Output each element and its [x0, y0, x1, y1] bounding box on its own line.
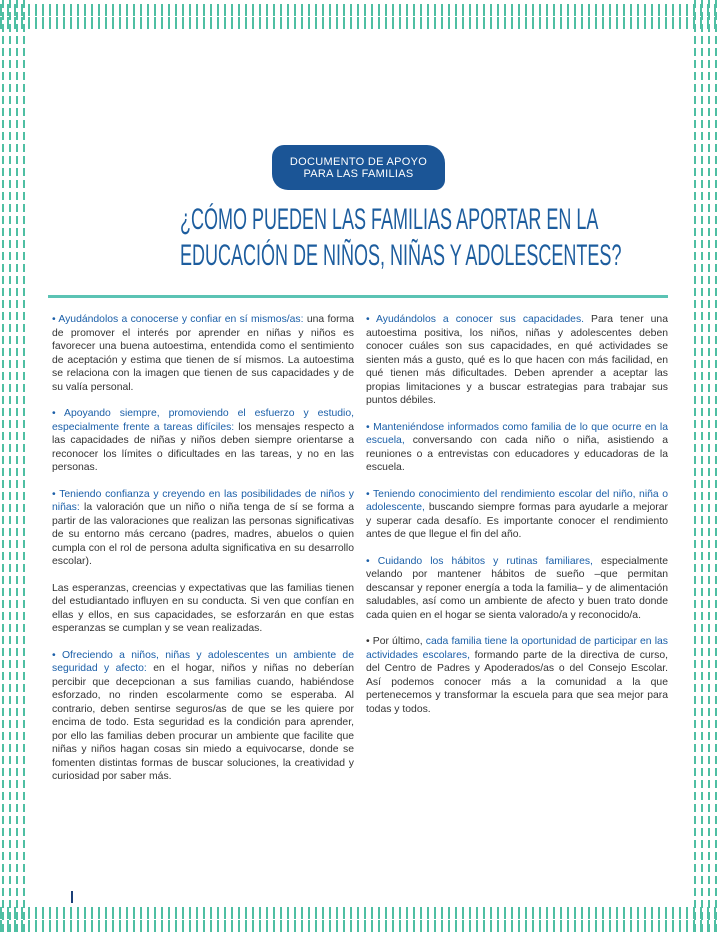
decorative-border-top: [0, 4, 720, 16]
page-marker: [71, 891, 73, 903]
paragraph: [366, 488, 668, 542]
divider: [48, 295, 668, 298]
decorative-border-bottom: [0, 907, 720, 919]
paragraph: [366, 313, 668, 408]
decorative-border-left: [2, 0, 28, 932]
paragraph-text: Para tener una autoestima positiva, los niños, niñas y adolescentes deben conocer cuáles son sus capacidades, en qué actividades se sienten más a gusto, qué es lo que hacen con más facilidad, en qué tienen más dificultades. Deben aprender a aceptar las propias limitaciones y a buscar estrategias para trabajar sus puntos débiles.: [366, 314, 668, 406]
paragraph-lead: • Ayudándolos a conocerse y confiar en sí mismos/as:: [52, 314, 304, 325]
paragraph-lead: • Ayudándolos a conocer sus capacidades.: [366, 314, 585, 325]
paragraph-lead: • Ofreciendo a niños, niñas y adolescentes un ambiente de seguridad y afecto:: [52, 649, 354, 674]
paragraph-text: la valoración que un niño o niña tenga de sí se forma a partir de las valoraciones que realizan las personas significativas de su entorno más cercano (padres, madres, abuelos o quien cumpla con el rol de persona adulta significativa en su desarrollo escolar).: [52, 502, 354, 567]
paragraph: [366, 555, 668, 623]
body-text: [52, 313, 668, 813]
paragraph: [52, 582, 354, 636]
decorative-border-bottom: [0, 920, 720, 932]
paragraph-text: en el hogar, niños y niñas no deberían percibir que decepcionan a sus familias cuando, habiéndose esforzado, no rinden escolarmente como se esperaba. Al contrario, deben sentirse seguros/as de que se les quiere por encima de todo. Esta seguridad es la condición para aprender, por ello las familias deben procurar un ambiente que facilite que niñas y niños hagan cosas sin miedo a equivocarse, donde se fomenten distintas formas de buscar soluciones, la creatividad y curiosidad por saber más.: [52, 663, 354, 782]
decorative-border-top: [0, 17, 720, 29]
paragraph-lead: • Apoyando siempre, promoviendo el esfuerzo y estudio, especialmente frente a tareas difíciles:: [52, 408, 354, 433]
paragraph: [52, 649, 354, 784]
paragraph-prefix: • Por último,: [366, 636, 426, 647]
title-line-2: EDUCACIÓN DE NIÑOS, NIÑAS Y ADOLESCENTES?: [180, 239, 622, 272]
paragraph-lead: cada familia tiene la oportunidad de participar en las actividades escolares,: [366, 636, 668, 661]
badge-line-2: PARA LAS FAMILIAS: [303, 167, 414, 180]
badge-line-1: DOCUMENTO DE APOYO: [289, 155, 428, 168]
paragraph-lead: • Cuidando los hábitos y rutinas familiares,: [366, 555, 593, 567]
paragraph-lead: • Manteniéndose informados como familia de lo que ocurre en la escuela,: [366, 421, 668, 446]
paragraph-text: buscando siempre formas para ayudarle a mejorar y superar cada desafío. Es importante conocer el rendimiento antes de que llegue el fin del año.: [366, 502, 668, 540]
paragraph-lead: • Teniendo conocimiento del rendimiento escolar del niño, niña o adolescente,: [366, 488, 668, 513]
paragraph-text: una forma de promover el interés por aprender en niñas y niños es favorecer una buena autoestima, entendida como el sentimiento de aceptación y estima que tienen de sí mismos. La autoestima se relaciona con la imagen que tienen de sus capacidades y de su valía personal.: [52, 314, 354, 393]
paragraph-text: especialmente velando por mantener hábitos de sueño –que permitan descansar y reponer energía a toda la familia– y de alimentación saludables, así como un ambiente de afecto y buen trato donde cada quien en el hogar se sienta valorado/a y reconocido/a.: [366, 555, 669, 621]
paragraph-text: los mensajes respecto a las capacidades de niñas y niños deben siempre orientarse a reconocer los límites o dificultades en las tareas, y no en las personas.: [52, 421, 354, 473]
paragraph-text: Las esperanzas, creencias y expectativas que las familias tienen del estudiantado influyen en su conducta. Si ven que confían en ellas y ellos, en sus capacidades, se esforzarán en que estas esperanzas se cumplan y se vean realizadas.: [52, 582, 354, 634]
paragraph: [52, 313, 354, 394]
paragraph-text: conversando con cada niño o niña, asistiendo a reuniones o a entrevistas con educadores y educadoras de la escuela.: [366, 435, 668, 473]
paragraph: [366, 421, 668, 475]
paragraph: [52, 488, 354, 569]
paragraph-lead: • Teniendo confianza y creyendo en las posibilidades de niños y niñas:: [52, 488, 354, 513]
decorative-border-right: [694, 0, 720, 932]
paragraph: [366, 635, 668, 716]
page-title: [60, 202, 660, 274]
title-line-1: ¿CÓMO PUEDEN LAS FAMILIAS APORTAR EN LA: [180, 203, 599, 236]
paragraph: [52, 407, 354, 475]
paragraph-text: formando parte de la directiva de curso, del Centro de Padres y Apoderados/as o del Consejo Escolar. Así podemos conocer más a la comunidad a la que pertenecemos y transformar la escuela para que sea mejor para todas y todos.: [366, 649, 668, 715]
document-badge: [272, 145, 445, 190]
